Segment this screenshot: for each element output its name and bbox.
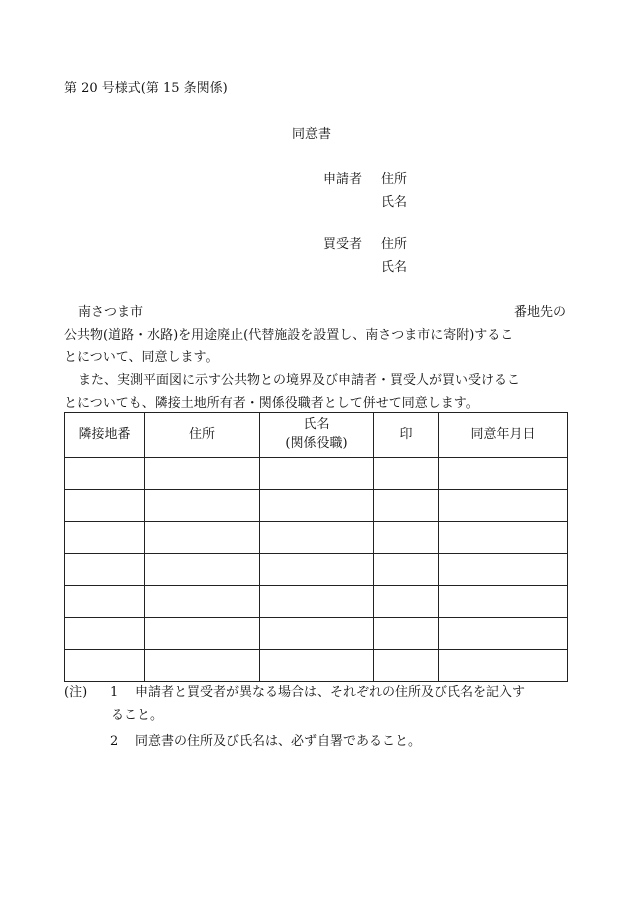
cell-consent-date[interactable] (439, 490, 568, 522)
applicant-role-label: 申請者 (323, 172, 363, 187)
cell-address[interactable] (145, 554, 260, 586)
header-address: 住所 (145, 413, 260, 458)
header-name-line1: 氏名 (303, 417, 330, 433)
notes-heading: (注) (64, 685, 88, 700)
cell-consent-date[interactable] (439, 522, 568, 554)
body-line-4: とについても、隣接土地所有者・関係役職者として併せて同意します。 (64, 396, 479, 411)
cell-lot-number[interactable] (65, 554, 145, 586)
buyer-name-label: 氏名 (381, 260, 408, 275)
banchi-text: 番地先の (513, 305, 566, 320)
form-number: 第 20 号様式(第 15 条関係) (64, 81, 228, 96)
cell-address[interactable] (145, 650, 260, 682)
header-name (260, 413, 374, 458)
cell-lot-number[interactable] (65, 650, 145, 682)
consent-table (64, 412, 568, 682)
cell-consent-date[interactable] (439, 554, 568, 586)
header-consent-date: 同意年月日 (439, 413, 568, 458)
note-1-number: 1 (110, 685, 119, 700)
cell-seal[interactable] (374, 554, 439, 586)
header-name-line2: (関係役職) (285, 436, 348, 451)
cell-name[interactable] (260, 554, 374, 586)
body-line-3: また、実測平面図に示す公共物との境界及び申請者・買受人が買い受けるこ (78, 373, 521, 388)
cell-address[interactable] (145, 618, 260, 650)
table-row (65, 458, 568, 490)
table-row (65, 618, 568, 650)
cell-lot-number[interactable] (65, 458, 145, 490)
cell-address[interactable] (145, 490, 260, 522)
body-line-2: とについて、同意します。 (64, 350, 219, 365)
buyer-address-label: 住所 (381, 237, 408, 252)
cell-seal[interactable] (374, 522, 439, 554)
cell-lot-number[interactable] (65, 618, 145, 650)
cell-consent-date[interactable] (439, 458, 568, 490)
cell-seal[interactable] (374, 650, 439, 682)
note-2-text: 同意書の住所及び氏名は、必ず自署であること。 (135, 734, 422, 749)
cell-name[interactable] (260, 458, 374, 490)
cell-name[interactable] (260, 490, 374, 522)
cell-address[interactable] (145, 522, 260, 554)
cell-consent-date[interactable] (439, 586, 568, 618)
cell-seal[interactable] (374, 490, 439, 522)
table-row (65, 554, 568, 586)
cell-lot-number[interactable] (65, 586, 145, 618)
applicant-name-label: 氏名 (381, 195, 408, 210)
cell-lot-number[interactable] (65, 490, 145, 522)
header-lot-number: 隣接地番 (65, 413, 145, 458)
cell-consent-date[interactable] (439, 650, 568, 682)
table-row (65, 650, 568, 682)
note-1-text: 申請者と買受者が異なる場合は、それぞれの住所及び氏名を記入す (135, 685, 526, 700)
cell-seal[interactable] (374, 458, 439, 490)
body-line-1: 公共物(道路・水路)を用途廃止(代替施設を設置し、南さつま市に寄附)するこ (64, 328, 514, 343)
note-2-number: 2 (110, 734, 119, 749)
cell-name[interactable] (260, 586, 374, 618)
cell-lot-number[interactable] (65, 522, 145, 554)
cell-address[interactable] (145, 586, 260, 618)
cell-address[interactable] (145, 458, 260, 490)
city-name: 南さつま市 (78, 305, 144, 320)
cell-seal[interactable] (374, 618, 439, 650)
applicant-address-label: 住所 (381, 172, 408, 187)
cell-name[interactable] (260, 618, 374, 650)
cell-consent-date[interactable] (439, 618, 568, 650)
header-seal: 印 (374, 413, 439, 458)
cell-name[interactable] (260, 650, 374, 682)
table-row (65, 522, 568, 554)
table-row (65, 490, 568, 522)
table-row (65, 586, 568, 618)
cell-name[interactable] (260, 522, 374, 554)
note-1-text-continued: ること。 (111, 708, 164, 723)
table-header-row (65, 413, 568, 458)
buyer-role-label: 買受者 (323, 237, 363, 252)
cell-seal[interactable] (374, 586, 439, 618)
document-title: 同意書 (292, 127, 332, 142)
